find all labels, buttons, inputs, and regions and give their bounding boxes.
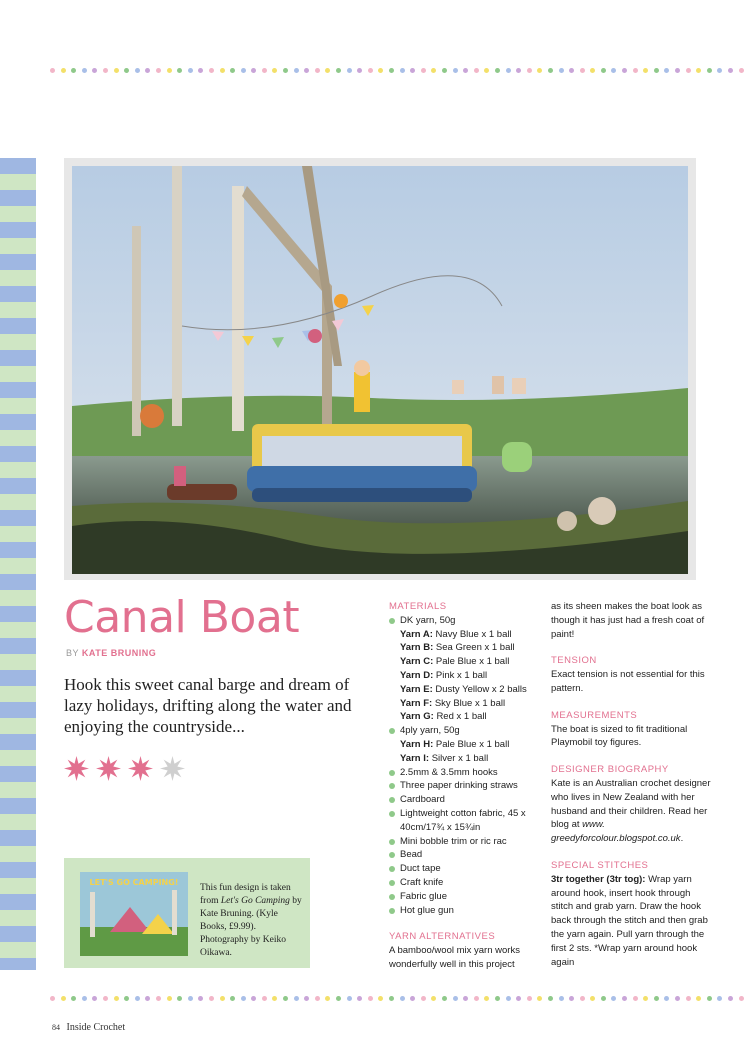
border-dot bbox=[622, 996, 627, 1001]
border-dot bbox=[696, 996, 701, 1001]
border-dot bbox=[368, 996, 373, 1001]
border-dot bbox=[389, 996, 394, 1001]
book-title: Let's Go Camping bbox=[220, 896, 290, 906]
border-dot bbox=[357, 996, 362, 1001]
border-dot bbox=[654, 68, 659, 73]
border-dot bbox=[92, 68, 97, 73]
border-dot bbox=[442, 68, 447, 73]
border-dot bbox=[124, 996, 129, 1001]
book-credit-box bbox=[64, 858, 310, 968]
border-dot bbox=[400, 68, 405, 73]
yarn-label: Yarn E: bbox=[400, 683, 436, 695]
border-dot bbox=[601, 996, 606, 1001]
ply-yarn-list bbox=[389, 738, 539, 766]
border-dot bbox=[580, 996, 585, 1001]
yarn-value: Sea Green x 1 ball bbox=[435, 642, 515, 654]
border-dot bbox=[325, 996, 330, 1001]
border-dot bbox=[167, 68, 172, 73]
pattern-info-column bbox=[551, 600, 711, 969]
yarn-spec bbox=[389, 710, 539, 724]
border-dot bbox=[590, 68, 595, 73]
border-dot bbox=[304, 68, 309, 73]
yarn-value: Red x 1 ball bbox=[436, 711, 487, 723]
border-dot bbox=[559, 996, 564, 1001]
border-dot bbox=[241, 996, 246, 1001]
border-dot bbox=[336, 68, 341, 73]
border-dot bbox=[548, 996, 553, 1001]
left-stripe-border bbox=[0, 158, 36, 970]
border-dot bbox=[347, 996, 352, 1001]
border-dot bbox=[431, 996, 436, 1001]
border-dot bbox=[431, 68, 436, 73]
designer-bio-text bbox=[551, 777, 711, 846]
border-dot bbox=[590, 996, 595, 1001]
border-dot bbox=[442, 996, 447, 1001]
border-dot bbox=[728, 996, 733, 1001]
yarn-value: Pale Blue x 1 ball bbox=[435, 738, 510, 750]
measurements-text: The boat is sized to fit traditional Playmobil toy figures. bbox=[551, 723, 688, 749]
border-dot bbox=[686, 996, 691, 1001]
material-item: Mini bobble trim or ric rac bbox=[389, 835, 539, 849]
border-dot bbox=[272, 68, 277, 73]
border-dot bbox=[527, 996, 532, 1001]
bio-body: Kate is an Australian crochet designer who lives in New Zealand with her husband and their children. Read her blog at bbox=[551, 777, 711, 831]
material-item: Bead bbox=[389, 848, 539, 862]
border-dot bbox=[728, 68, 733, 73]
border-dot bbox=[357, 68, 362, 73]
tension-text: Exact tension is not essential for this pattern. bbox=[551, 669, 705, 694]
page-footer bbox=[52, 1022, 125, 1033]
border-dot bbox=[145, 68, 150, 73]
dk-yarn-list bbox=[389, 628, 539, 725]
border-dot bbox=[241, 68, 246, 73]
border-dot bbox=[622, 68, 627, 73]
border-dot bbox=[527, 68, 532, 73]
yarn-spec bbox=[389, 669, 539, 683]
border-dot bbox=[633, 68, 638, 73]
bio-end: . bbox=[680, 833, 684, 845]
border-dot bbox=[177, 996, 182, 1001]
border-dot bbox=[506, 996, 511, 1001]
materials-heading: MATERIALS bbox=[389, 601, 447, 612]
border-dot bbox=[315, 68, 320, 73]
border-dot bbox=[410, 996, 415, 1001]
border-dot bbox=[739, 68, 744, 73]
ply-yarn-item: 4ply yarn, 50g bbox=[389, 724, 539, 738]
border-dot bbox=[696, 68, 701, 73]
border-dot bbox=[198, 68, 203, 73]
border-dot bbox=[611, 68, 616, 73]
yarn-spec bbox=[389, 655, 539, 669]
border-dot bbox=[410, 68, 415, 73]
border-dot bbox=[82, 996, 87, 1001]
border-dot bbox=[675, 996, 680, 1001]
yarn-label: Yarn C: bbox=[400, 656, 436, 668]
border-dot bbox=[516, 68, 521, 73]
border-dot bbox=[167, 996, 172, 1001]
border-dot bbox=[156, 68, 161, 73]
yarn-spec bbox=[389, 752, 539, 766]
border-dot bbox=[272, 996, 277, 1001]
yarn-spec bbox=[389, 683, 539, 697]
border-dot bbox=[569, 68, 574, 73]
materials-column bbox=[389, 600, 539, 972]
border-dot bbox=[686, 68, 691, 73]
border-dot bbox=[251, 68, 256, 73]
border-dot bbox=[262, 68, 267, 73]
book-info-lead: This fun design is taken from bbox=[200, 883, 291, 906]
page-number: 84 bbox=[52, 1023, 60, 1032]
border-dot bbox=[61, 68, 66, 73]
border-dot bbox=[717, 68, 722, 73]
border-dot bbox=[664, 996, 669, 1001]
blog-link[interactable]: www. greedyforcolour.blogspot.co.uk bbox=[551, 819, 681, 845]
border-dot bbox=[209, 996, 214, 1001]
border-dot bbox=[643, 68, 648, 73]
material-item: Cardboard bbox=[389, 793, 539, 807]
border-dot bbox=[103, 68, 108, 73]
border-dot bbox=[135, 68, 140, 73]
border-dot bbox=[474, 996, 479, 1001]
border-dot bbox=[50, 68, 55, 73]
material-item: Three paper drinking straws bbox=[389, 779, 539, 793]
border-dot bbox=[198, 996, 203, 1001]
yarn-value: Sky Blue x 1 ball bbox=[434, 697, 506, 709]
dk-yarn-item: DK yarn, 50g bbox=[389, 614, 539, 628]
border-dot bbox=[707, 996, 712, 1001]
border-dot bbox=[559, 68, 564, 73]
border-dot bbox=[251, 996, 256, 1001]
yarn-value: Dusty Yellow x 2 balls bbox=[435, 683, 527, 695]
bottom-dot-border bbox=[50, 996, 750, 1004]
border-dot bbox=[283, 68, 288, 73]
border-dot bbox=[61, 996, 66, 1001]
material-item: Duct tape bbox=[389, 862, 539, 876]
border-dot bbox=[643, 996, 648, 1001]
border-dot bbox=[453, 68, 458, 73]
designer-bio-heading: DESIGNER BIOGRAPHY bbox=[551, 764, 669, 776]
tension-heading: TENSION bbox=[551, 655, 597, 667]
border-dot bbox=[220, 996, 225, 1001]
border-dot bbox=[389, 68, 394, 73]
border-dot bbox=[717, 996, 722, 1001]
border-dot bbox=[325, 68, 330, 73]
border-dot bbox=[463, 68, 468, 73]
border-dot bbox=[495, 68, 500, 73]
border-dot bbox=[654, 996, 659, 1001]
border-dot bbox=[580, 68, 585, 73]
border-dot bbox=[347, 68, 352, 73]
yarn-value: Navy Blue x 1 ball bbox=[435, 628, 512, 640]
book-cover-image bbox=[80, 872, 188, 956]
border-dot bbox=[294, 996, 299, 1001]
border-dot bbox=[220, 68, 225, 73]
material-item: Lightweight cotton fabric, 45 x 40cm/17¾ x 15¾in bbox=[389, 807, 539, 835]
top-dot-border bbox=[50, 68, 750, 76]
author-name: KATE BRUNING bbox=[81, 648, 157, 658]
yarn-label: Yarn H: bbox=[400, 738, 436, 750]
border-dot bbox=[400, 996, 405, 1001]
yarn-label: Yarn F: bbox=[400, 697, 435, 709]
border-dot bbox=[114, 68, 119, 73]
material-item: Hot glue gun bbox=[389, 904, 539, 918]
border-dot bbox=[368, 68, 373, 73]
border-dot bbox=[188, 68, 193, 73]
border-dot bbox=[601, 68, 606, 73]
border-dot bbox=[516, 996, 521, 1001]
border-dot bbox=[145, 996, 150, 1001]
border-dot bbox=[463, 996, 468, 1001]
border-dot bbox=[537, 996, 542, 1001]
materials-list bbox=[389, 766, 539, 918]
yarn-spec bbox=[389, 697, 539, 711]
intro-text: Hook this sweet canal barge and dream of lazy holidays, drifting along the water and enjoying the countryside... bbox=[64, 675, 352, 736]
star-filled-icon bbox=[128, 756, 153, 781]
border-dot bbox=[611, 996, 616, 1001]
border-dot bbox=[114, 996, 119, 1001]
border-dot bbox=[707, 68, 712, 73]
border-dot bbox=[103, 996, 108, 1001]
border-dot bbox=[739, 996, 744, 1001]
star-filled-icon bbox=[96, 756, 121, 781]
material-item: Fabric glue bbox=[389, 890, 539, 904]
border-dot bbox=[315, 996, 320, 1001]
article-title: Canal Boat bbox=[64, 592, 300, 643]
border-dot bbox=[71, 68, 76, 73]
yarn-label: Yarn I: bbox=[400, 752, 432, 764]
border-dot bbox=[453, 996, 458, 1001]
border-dot bbox=[378, 68, 383, 73]
border-dot bbox=[177, 68, 182, 73]
continuation-text: as its sheen makes the boat look as though it has just had a fresh coat of paint! bbox=[551, 601, 705, 640]
magazine-name: Inside Crochet bbox=[66, 1022, 126, 1033]
border-dot bbox=[664, 68, 669, 73]
border-dot bbox=[283, 996, 288, 1001]
yarn-value: Pink x 1 ball bbox=[435, 669, 488, 681]
border-dot bbox=[262, 996, 267, 1001]
border-dot bbox=[506, 68, 511, 73]
border-dot bbox=[336, 996, 341, 1001]
border-dot bbox=[421, 996, 426, 1001]
yarn-spec bbox=[389, 628, 539, 642]
border-dot bbox=[378, 996, 383, 1001]
border-dot bbox=[82, 68, 87, 73]
yarn-spec bbox=[389, 738, 539, 752]
difficulty-rating bbox=[64, 756, 185, 781]
border-dot bbox=[484, 996, 489, 1001]
material-item: 2.5mm & 3.5mm hooks bbox=[389, 766, 539, 780]
border-dot bbox=[135, 996, 140, 1001]
border-dot bbox=[675, 68, 680, 73]
by-label: BY bbox=[66, 648, 79, 658]
book-info-rest: by Kate Bruning. (Kyle Books, £9.99). Photography by Keiko Oikawa. bbox=[200, 896, 302, 958]
border-dot bbox=[537, 68, 542, 73]
measurements-heading: MEASUREMENTS bbox=[551, 709, 638, 721]
border-dot bbox=[124, 68, 129, 73]
special-stitch-text bbox=[551, 873, 711, 970]
border-dot bbox=[421, 68, 426, 73]
border-dot bbox=[156, 996, 161, 1001]
border-dot bbox=[71, 996, 76, 1001]
border-dot bbox=[230, 68, 235, 73]
border-dot bbox=[50, 996, 55, 1001]
stitch-instructions: Wrap yarn around hook, insert hook through stitch and grab yarn. Draw the hook back through the stitch and then grab the yarn again. Pull yarn through the first 2 sts. *Wrap yarn around hook again bbox=[551, 873, 708, 968]
yarn-label: Yarn A: bbox=[400, 628, 436, 640]
border-dot bbox=[569, 996, 574, 1001]
yarn-alternatives-text: A bamboo/wool mix yarn works wonderfully well in this project bbox=[389, 945, 520, 970]
book-cover-title: LET'S GO CAMPING! bbox=[89, 878, 179, 887]
border-dot bbox=[474, 68, 479, 73]
border-dot bbox=[548, 68, 553, 73]
book-info bbox=[200, 882, 306, 960]
border-dot bbox=[230, 996, 235, 1001]
byline bbox=[66, 648, 156, 658]
border-dot bbox=[633, 996, 638, 1001]
yarn-value: Silver x 1 ball bbox=[431, 752, 489, 764]
yarn-label: Yarn G: bbox=[400, 711, 437, 723]
border-dot bbox=[304, 996, 309, 1001]
yarn-spec bbox=[389, 641, 539, 655]
border-dot bbox=[294, 68, 299, 73]
border-dot bbox=[484, 68, 489, 73]
star-empty-icon bbox=[160, 756, 185, 781]
border-dot bbox=[209, 68, 214, 73]
material-item: Craft knife bbox=[389, 876, 539, 890]
yarn-value: Pale Blue x 1 ball bbox=[435, 656, 510, 668]
yarn-label: Yarn B: bbox=[400, 642, 436, 654]
border-dot bbox=[188, 996, 193, 1001]
yarn-label: Yarn D: bbox=[400, 669, 436, 681]
yarn-alternatives-heading: YARN ALTERNATIVES bbox=[389, 931, 496, 943]
special-stitches-heading: SPECIAL STITCHES bbox=[551, 859, 649, 871]
canal-boat-photo bbox=[72, 166, 688, 574]
border-dot bbox=[92, 996, 97, 1001]
border-dot bbox=[495, 996, 500, 1001]
stitch-name: 3tr together (3tr tog): bbox=[551, 873, 646, 885]
star-filled-icon bbox=[64, 756, 89, 781]
